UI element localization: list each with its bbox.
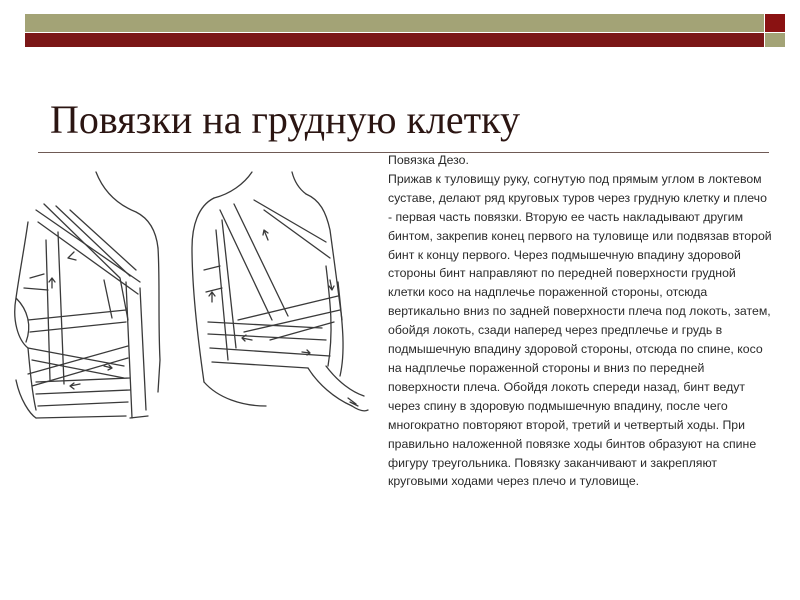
header-bar-maroon xyxy=(25,33,764,47)
back-view-figure xyxy=(192,172,368,411)
header-bar-olive xyxy=(25,14,764,32)
slide-title: Повязки на грудную клетку xyxy=(50,97,520,142)
description-body: Прижав к туловищу руку, согнутую под прямым углом в локтевом суставе, делают ряд круговых туров через грудную клетку и плечо - первая часть повязки. Вторую ее часть накладывают другим бинтом, закрепив конец первого на туловище или подвязав второй бинт к концу первого. Через подмышечную впадину здоровой стороны бинт направляют по передней поверхности грудной клетки косо на надплечье пораженной стороны, отсюда вертикально вниз по задней поверхности плеча под локоть, затем, обойдя локоть, сзади наперед через предплечье и грудь в подмышечную впадину здоровой стороны, отсюда по спине, косо на надплечье пораженной стороны и вниз по передней поверхности плеча. Обойдя локоть спереди назад, бинт ведут через спину в здоровую подмышечную впадину, после чего многократно повторяют второй, третий и четвертый ходы. При правильно наложенной повязке ходы бинтов образуют на спине фигуру треугольника. Повязку заканчивают и закрепляют круговыми ходами через плечо и туловище. xyxy=(388,171,772,489)
front-view-figure xyxy=(15,172,160,418)
description-heading: Повязка Дезо. xyxy=(388,153,469,167)
bandage-illustration xyxy=(8,170,370,440)
description-text xyxy=(388,151,772,491)
header-square-maroon xyxy=(765,14,785,32)
header-square-olive xyxy=(765,33,785,47)
